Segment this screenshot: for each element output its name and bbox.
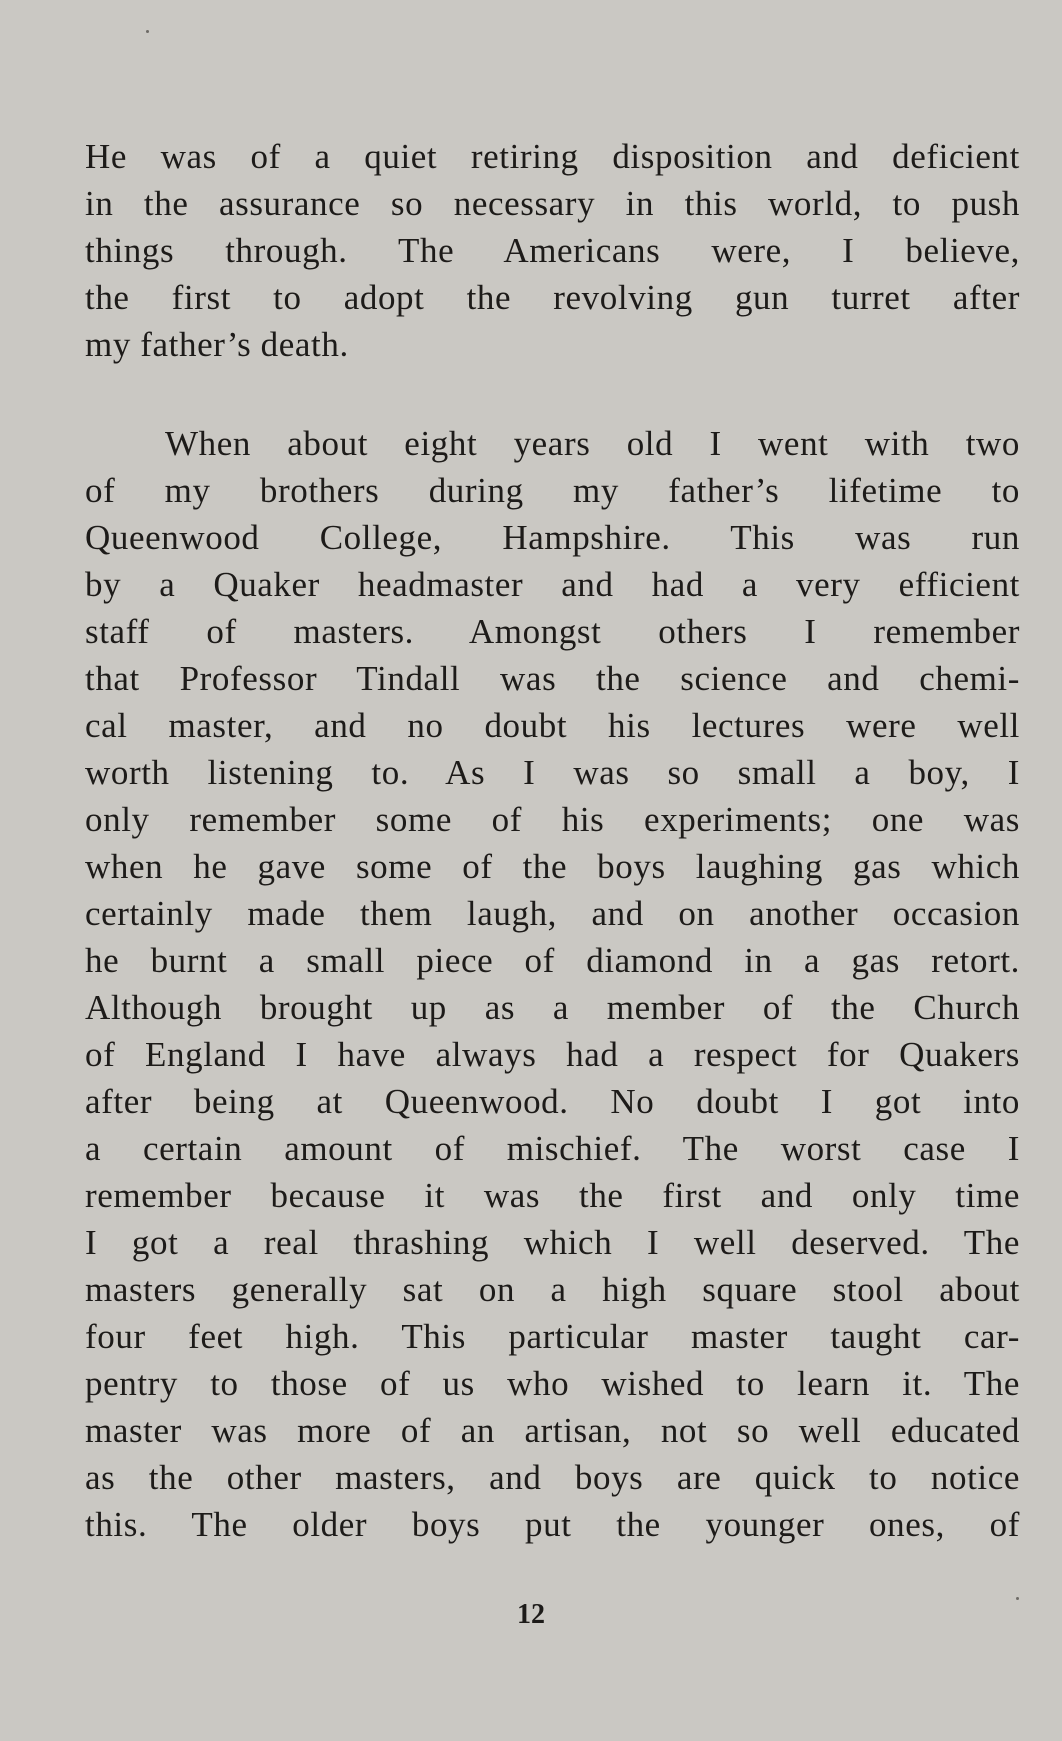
- paragraph-2: [85, 420, 1020, 1548]
- paragraph-2-line-21: pentry to those of us who wished to learn it. The: [85, 1364, 1020, 1403]
- paragraph-2-line-6: that Professor Tindall was the science and chemi-: [85, 659, 1020, 698]
- paragraph-2-line-8: worth listening to. As I was so small a boy, I: [85, 753, 1020, 792]
- paragraph-2-line-15: after being at Queenwood. No doubt I got into: [85, 1082, 1020, 1121]
- paragraph-2-line-11: certainly made them laugh, and on another occasion: [85, 894, 1020, 933]
- paragraph-2-line-24: this. The older boys put the younger ones, of: [85, 1505, 1020, 1544]
- paragraph-2-line-9: only remember some of his experiments; one was: [85, 800, 1020, 839]
- paragraph-2-line-7: cal master, and no doubt his lectures were well: [85, 706, 1020, 745]
- paragraph-2-line-17: remember because it was the first and only time: [85, 1176, 1020, 1215]
- paragraph-2-line-13: Although brought up as a member of the Church: [85, 988, 1020, 1027]
- paragraph-2-line-18: I got a real thrashing which I well deserved. The: [85, 1223, 1020, 1262]
- paragraph-2-line-20: four feet high. This particular master taught car-: [85, 1317, 1020, 1356]
- paragraph-2-line-3: Queenwood College, Hampshire. This was run: [85, 518, 1020, 557]
- page-number: 12: [517, 1599, 545, 1630]
- paragraph-2-line-2: of my brothers during my father’s lifetime to: [85, 471, 1020, 510]
- paragraph-2-line-4: by a Quaker headmaster and had a very efficient: [85, 565, 1020, 604]
- paragraph-1-line-5: my father’s death.: [85, 325, 349, 364]
- paragraph-2-line-22: master was more of an artisan, not so well educated: [85, 1411, 1020, 1450]
- paragraph-1-line-1: He was of a quiet retiring disposition and deficient: [85, 137, 1020, 176]
- paragraph-1: [85, 133, 1020, 368]
- paragraph-1-line-3: things through. The Americans were, I believe,: [85, 231, 1020, 270]
- paper-speck: [1016, 1597, 1019, 1600]
- paragraph-2-line-1: When about eight years old I went with two: [165, 424, 1020, 463]
- paragraph-1-line-4: the first to adopt the revolving gun turret after: [85, 278, 1020, 317]
- paragraph-2-line-12: he burnt a small piece of diamond in a gas retort.: [85, 941, 1020, 980]
- paragraph-2-line-19: masters generally sat on a high square stool about: [85, 1270, 1020, 1309]
- paragraph-2-line-5: staff of masters. Amongst others I remember: [85, 612, 1020, 651]
- paragraph-2-line-16: a certain amount of mischief. The worst case I: [85, 1129, 1020, 1168]
- paragraph-1-line-2: in the assurance so necessary in this world, to push: [85, 184, 1020, 223]
- paragraph-2-line-14: of England I have always had a respect for Quakers: [85, 1035, 1020, 1074]
- paragraph-2-line-23: as the other masters, and boys are quick to notice: [85, 1458, 1020, 1497]
- paragraph-2-line-10: when he gave some of the boys laughing gas which: [85, 847, 1020, 886]
- paper-speck: [146, 30, 149, 33]
